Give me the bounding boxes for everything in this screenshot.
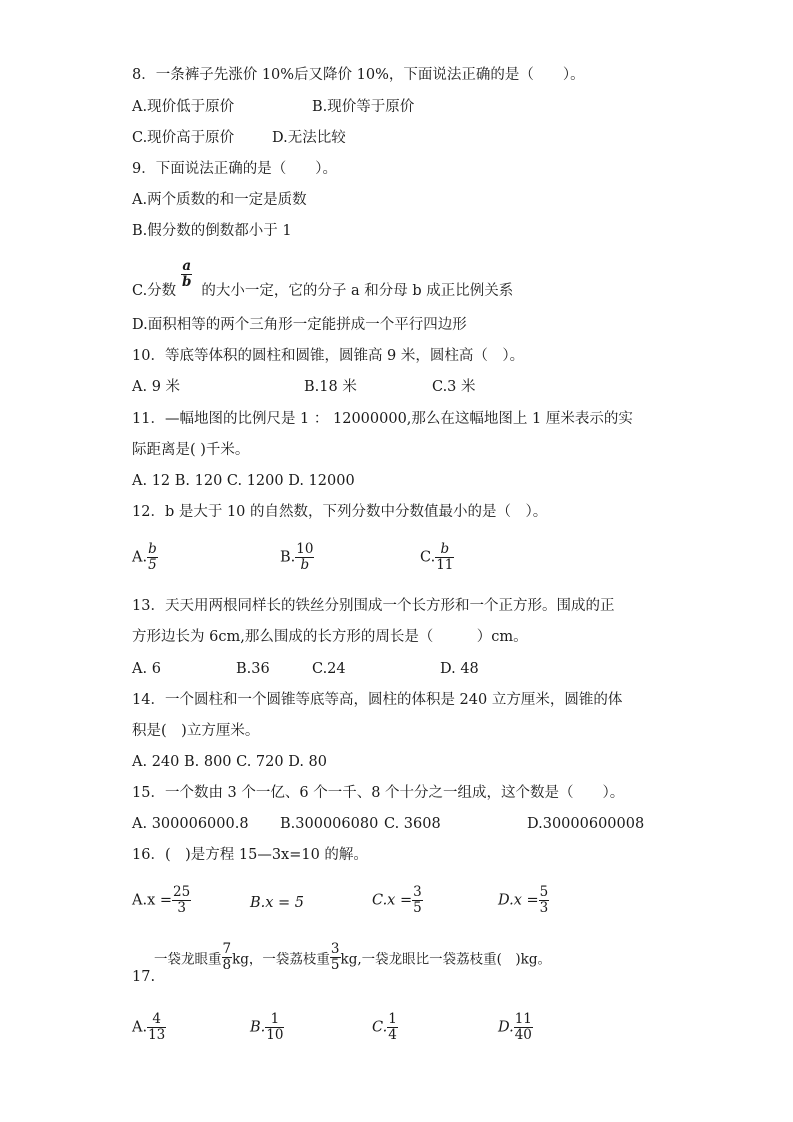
fraction bbox=[539, 885, 550, 916]
fraction-numerator: 1 bbox=[388, 1011, 397, 1027]
fraction-denominator: 5 bbox=[330, 957, 340, 973]
q14-stem-line1: 14．一个圆柱和一个圆锥等底等高，圆柱的体积是 240 立方厘米，圆锥的体 bbox=[132, 692, 623, 708]
q15-option-c: C. 3608 bbox=[384, 816, 441, 832]
fraction-numerator: b bbox=[435, 542, 454, 558]
q9-option-c-prefix: C.分数 bbox=[132, 283, 177, 299]
q13-option-c: C.24 bbox=[312, 661, 346, 677]
q12-option-c bbox=[420, 542, 454, 573]
q8-option-b: B.现价等于原价 bbox=[312, 99, 415, 115]
q13-option-b: B.36 bbox=[236, 661, 270, 677]
q17-stem-part2: kg，一袋荔枝重 bbox=[232, 951, 330, 968]
q17-stem-part3: kg,一袋龙眼比一袋荔枝重( )kg。 bbox=[340, 951, 551, 968]
option-label: B. bbox=[250, 1019, 266, 1036]
q12-option-b bbox=[280, 542, 314, 573]
fraction bbox=[412, 885, 423, 916]
fraction bbox=[330, 942, 341, 973]
q14-options: A. 240 B. 800 C. 720 D. 80 bbox=[132, 754, 327, 770]
fraction bbox=[172, 885, 191, 916]
option-label: A.x = bbox=[132, 892, 173, 909]
fraction-denominator: 10 bbox=[266, 1027, 284, 1043]
q17-option-c bbox=[372, 1012, 398, 1043]
q15-option-b: B.300006080 bbox=[280, 816, 379, 832]
q14-stem-line2: 积是( )立方厘米。 bbox=[132, 723, 260, 739]
fraction-denominator: 3 bbox=[539, 900, 549, 916]
q13-stem-line2: 方形边长为 6cm,那么围成的长方形的周长是（ ）cm。 bbox=[132, 629, 528, 645]
fraction bbox=[514, 1012, 533, 1043]
q9-option-c bbox=[132, 258, 514, 301]
q13-option-a: A. 6 bbox=[132, 661, 161, 677]
fraction-numerator: b bbox=[148, 541, 157, 557]
option-label: A. bbox=[132, 1019, 148, 1036]
fraction bbox=[222, 942, 233, 973]
q10-option-a: A. 9 米 bbox=[132, 379, 181, 395]
fraction bbox=[265, 1012, 284, 1043]
q15-stem: 15．一个数由 3 个一亿、6 个一千、8 个十分之一组成，这个数是（ ）。 bbox=[132, 785, 625, 801]
q12-stem: 12．b 是大于 10 的自然数，下列分数中分数值最小的是（ ）。 bbox=[132, 504, 548, 520]
q9-stem: 9．下面说法正确的是（ ）。 bbox=[132, 161, 337, 177]
q16-option-a bbox=[132, 885, 191, 916]
fraction-denominator: 4 bbox=[388, 1027, 397, 1043]
q8-option-a: A.现价低于原价 bbox=[132, 99, 235, 115]
q15-option-d: D.30000600008 bbox=[527, 816, 645, 832]
q9-option-d: D.面积相等的两个三角形一定能拼成一个平行四边形 bbox=[132, 317, 467, 333]
fraction bbox=[295, 542, 314, 573]
q9-option-c-suffix: 的大小一定，它的分子 a 和分母 b 成正比例关系 bbox=[201, 283, 514, 299]
fraction-denominator: b bbox=[182, 274, 192, 290]
fraction-numerator: 3 bbox=[330, 941, 340, 957]
q8-stem: 8．一条裤子先涨价 10%后又降价 10%，下面说法正确的是（ ）。 bbox=[132, 67, 585, 83]
q17-stem bbox=[154, 942, 551, 973]
fraction-numerator: 10 bbox=[296, 541, 314, 557]
fraction-numerator: 11 bbox=[514, 1011, 532, 1027]
q17-option-d bbox=[498, 1012, 533, 1043]
q8-option-d: D.无法比较 bbox=[272, 130, 346, 146]
fraction-numerator: a bbox=[182, 258, 192, 274]
q17-option-b bbox=[250, 1012, 284, 1043]
option-label: C. bbox=[420, 549, 436, 566]
fraction bbox=[147, 1012, 166, 1043]
option-label: D.x = bbox=[498, 892, 539, 909]
q16-option-c bbox=[372, 885, 423, 916]
q12-option-a bbox=[132, 542, 158, 573]
q13-option-d: D. 48 bbox=[440, 661, 479, 677]
q10-stem: 10．等底等体积的圆柱和圆锥，圆锥高 9 米，圆柱高（ ）。 bbox=[132, 348, 525, 364]
q17-option-a bbox=[132, 1012, 166, 1043]
fraction-denominator: 5 bbox=[148, 557, 157, 573]
q9-option-a: A.两个质数的和一定是质数 bbox=[132, 192, 307, 208]
q9-fraction-a-over-b bbox=[181, 259, 192, 290]
fraction-denominator: 40 bbox=[514, 1027, 532, 1043]
fraction-numerator: 4 bbox=[147, 1012, 166, 1028]
fraction-numerator: 5 bbox=[539, 884, 549, 900]
option-label: C. bbox=[372, 1019, 388, 1036]
q15-option-a: A. 300006000.8 bbox=[132, 816, 249, 832]
q17-number: 17. bbox=[132, 969, 156, 985]
option-label: D. bbox=[498, 1019, 514, 1036]
option-label: B. bbox=[280, 549, 296, 566]
q11-options: A. 12 B. 120 C. 1200 D. 12000 bbox=[132, 473, 355, 489]
option-label: C.x = bbox=[372, 892, 413, 909]
fraction bbox=[435, 542, 454, 573]
fraction-numerator: 3 bbox=[413, 884, 422, 900]
fraction bbox=[387, 1012, 398, 1043]
fraction-denominator: b bbox=[300, 557, 310, 573]
fraction-numerator: 7 bbox=[222, 941, 232, 957]
fraction bbox=[147, 542, 158, 573]
q10-option-b: B.18 米 bbox=[304, 379, 357, 395]
q11-stem-line2: 际距离是( )千米。 bbox=[132, 442, 250, 458]
option-label: A. bbox=[132, 549, 148, 566]
fraction-denominator: 3 bbox=[177, 900, 186, 916]
q16-stem: 16．( )是方程 15—3x=10 的解。 bbox=[132, 847, 368, 863]
fraction-denominator: 5 bbox=[413, 900, 422, 916]
q11-stem-line1: 11．—幅地图的比例尺是 1 ： 12000000,那么在这幅地图上 1 厘米表示的实 bbox=[132, 411, 633, 427]
q17-stem-part1: 一袋龙眼重 bbox=[154, 951, 222, 968]
q13-stem-line1: 13．天天用两根同样长的铁丝分别围成一个长方形和一个正方形。围成的正 bbox=[132, 598, 615, 614]
q16-option-b: B.x = 5 bbox=[250, 895, 305, 911]
fraction-numerator: 1 bbox=[265, 1012, 284, 1028]
q16-option-d bbox=[498, 885, 549, 916]
fraction-numerator: 25 bbox=[173, 884, 191, 900]
fraction-denominator: 8 bbox=[222, 957, 232, 973]
q8-option-c: C.现价高于原价 bbox=[132, 130, 235, 146]
q10-option-c: C.3 米 bbox=[432, 379, 476, 395]
fraction-denominator: 11 bbox=[436, 557, 454, 573]
q9-option-b: B.假分数的倒数都小于 1 bbox=[132, 223, 292, 239]
fraction-denominator: 13 bbox=[148, 1027, 166, 1043]
